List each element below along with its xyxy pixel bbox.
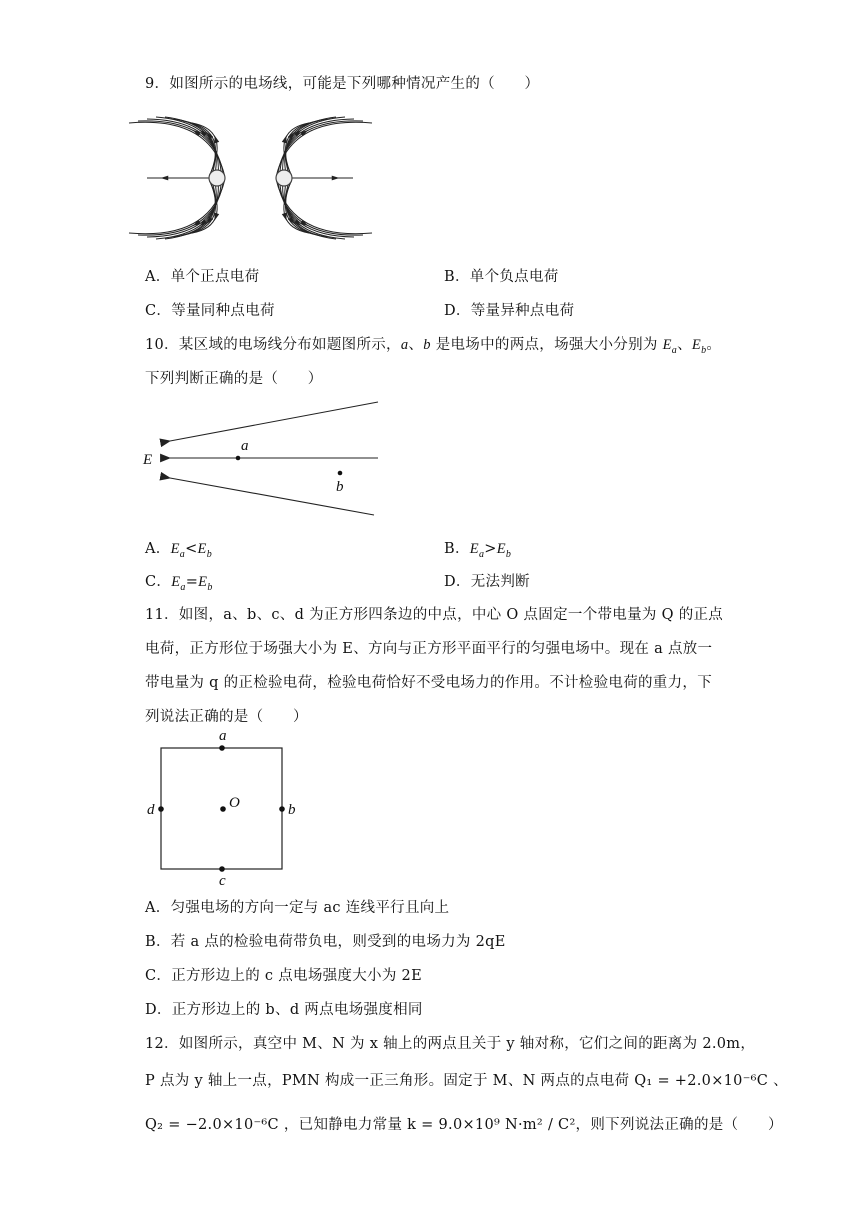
point-b bbox=[279, 806, 285, 812]
q11-option-c[interactable]: C．正方形边上的 c 点电场强度大小为 2E bbox=[145, 968, 422, 984]
label-O: O bbox=[229, 795, 240, 811]
q9-field-lines-figure bbox=[145, 106, 355, 246]
q9-option-a[interactable]: A．单个正点电荷 bbox=[145, 269, 260, 285]
label-c: c bbox=[219, 873, 226, 889]
q11-option-d[interactable]: D．正方形边上的 b、d 两点电场强度相同 bbox=[145, 1002, 423, 1018]
label-b: b bbox=[288, 802, 296, 818]
label-a: a bbox=[219, 728, 227, 744]
q10-stem-line2: 下列判断正确的是（ ） bbox=[145, 371, 323, 387]
q10-option-a[interactable]: A．$E_a<E_b$ bbox=[145, 541, 212, 560]
q12-stem-line3: Q₂ = −2.0×10⁻⁶C ，已知静电力常量 k = 9.0×10⁹ N·m² / C²，则下列说法正确的是（ ） bbox=[145, 1117, 783, 1133]
label-d: d bbox=[147, 802, 155, 818]
q12-stem-line1: 12．如图所示，真空中 M、N 为 x 轴上的两点且关于 y 轴对称，它们之间的距离为 2.0m， bbox=[145, 1036, 756, 1052]
q10-field-figure bbox=[140, 395, 390, 525]
q12-stem-line2: P 点为 y 轴上一点，PMN 构成一正三角形。固定于 M、N 两点的点电荷 Q₁ = +2.0×10⁻⁶C 、 bbox=[145, 1073, 788, 1089]
charge-left bbox=[209, 170, 225, 186]
q9-option-d[interactable]: D．等量异种点电荷 bbox=[444, 303, 575, 319]
q9-stem: 9．如图所示的电场线，可能是下列哪种情况产生的（ ） bbox=[145, 76, 540, 92]
q11-option-a[interactable]: A．匀强电场的方向一定与 ac 连线平行且向上 bbox=[145, 900, 450, 916]
point-a bbox=[219, 745, 225, 751]
q11-stem-line2: 电荷，正方形位于场强大小为 E、方向与正方形平面平行的匀强电场中。现在 a 点放一 bbox=[145, 641, 713, 657]
charge-right bbox=[276, 170, 292, 186]
q11-stem-line3: 带电量为 q 的正检验电荷，检验电荷恰好不受电场力的作用。不计检验电荷的重力，下 bbox=[145, 675, 712, 691]
q9-option-b[interactable]: B．单个负点电荷 bbox=[444, 269, 559, 285]
q11-stem-line4: 列说法正确的是（ ） bbox=[145, 709, 308, 725]
point-O bbox=[220, 806, 226, 812]
label-E: E bbox=[143, 452, 153, 468]
q10-stem-line1: 10．某区域的电场线分布如题图所示，a、b 是电场中的两点，场强大小分别为 $E_a$、$E_b$。 bbox=[145, 337, 722, 356]
point-b bbox=[338, 471, 343, 476]
q11-stem-line1: 11．如图，a、b、c、d 为正方形四条边的中点，中心 O 点固定一个带电量为 Q 的正点 bbox=[145, 607, 724, 623]
q11-square-figure bbox=[140, 725, 310, 890]
point-d bbox=[158, 806, 164, 812]
label-b: b bbox=[336, 479, 344, 495]
label-a: a bbox=[241, 438, 249, 454]
q9-option-c[interactable]: C．等量同种点电荷 bbox=[145, 303, 275, 319]
q11-option-b[interactable]: B．若 a 点的检验电荷带负电，则受到的电场力为 2qE bbox=[145, 934, 506, 950]
q10-option-c[interactable]: C．$E_a=E_b$ bbox=[145, 574, 213, 593]
q10-option-d[interactable]: D．无法判断 bbox=[444, 574, 530, 590]
q10-option-b[interactable]: B．$E_a>E_b$ bbox=[444, 541, 512, 560]
field-line-top bbox=[170, 402, 378, 441]
point-c bbox=[219, 866, 225, 872]
point-a bbox=[236, 456, 241, 461]
